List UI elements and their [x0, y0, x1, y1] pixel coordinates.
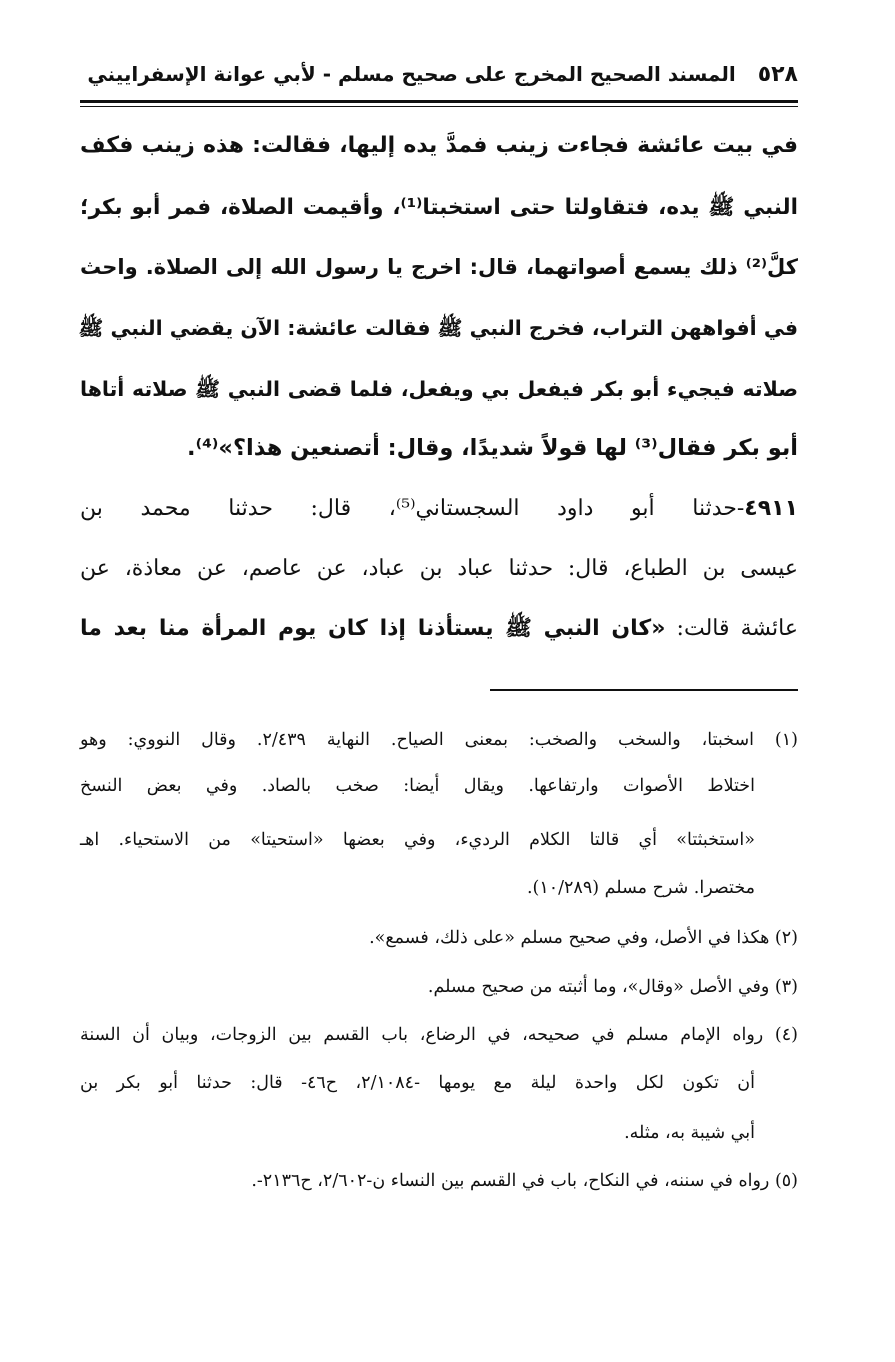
hadith-number: ٤٩١١: [744, 496, 799, 521]
hadith-quote: «كان النبي ﷺ يستأذنا إذا كان يوم المرأة منا بعد ما: [80, 616, 666, 641]
hadith-opening-line: [80, 485, 798, 533]
page-number: ٥٢٨: [757, 62, 798, 87]
body-line: أبو بكر فقال⁽³⁾ لها قولاً شديدًا، وقال: أتصنعين هذا؟»⁽⁴⁾.: [187, 435, 798, 461]
body-line: في بيت عائشة فجاءت زينب فمدَّ يده إليها، فقالت: هذه زينب فكف: [80, 133, 798, 158]
body-line: النبي ﷺ يده، فتقاولتا حتى استخبتا⁽¹⁾، وأقيمت الصلاة، فمر أبو بكر؛: [80, 195, 798, 220]
footnote-line: أبي شيبة به، مثله.: [624, 1123, 755, 1143]
footnote-line: (٣) وفي الأصل «وقال»، وما أثبته من صحيح مسلم.: [427, 977, 798, 997]
hadith-narrator: عائشة قالت:: [665, 616, 798, 641]
footnote-line: (٥) رواه في سننه، في النكاح، باب في القسم بين النساء ن-٢/٦٠٢، ح٢١٣٦-.: [251, 1171, 798, 1191]
footnote-line: «استخبثتا» أي قالتا الكلام الرديء، وفي بعضها «استحيتا» من الاستحياء. اهـ: [80, 830, 755, 850]
footnote-line: (٢) هكذا في الأصل، وفي صحيح مسلم «على ذلك، فسمع».: [369, 928, 798, 948]
hadith-isnad-2: عيسى بن الطباع، قال: حدثنا عباد بن عباد، عن عاصم، عن معاذة، عن: [80, 556, 798, 581]
header-rule-thin: [80, 106, 798, 107]
hadith-line-3: [80, 605, 798, 653]
footnote-line: اختلاط الأصوات وارتفاعها. ويقال أيضا: صخب بالصاد. وفي بعض النسخ: [80, 776, 755, 796]
footnote-line: مختصرا. شرح مسلم (١٠/٢٨٩).: [526, 878, 755, 898]
body-line: صلاته فيجيء أبو بكر فيفعل بي ويفعل، فلما قضى النبي ﷺ صلاته أتاها: [80, 377, 798, 401]
body-line: في أفواههن التراب، فخرج النبي ﷺ فقالت عائشة: الآن يقضي النبي ﷺ: [78, 316, 798, 340]
body-line: كلَّ⁽²⁾ ذلك يسمع أصواتهما، قال: اخرج يا رسول الله إلى الصلاة. واحث: [80, 255, 798, 279]
hadith-isnad-1: -حدثنا أبو داود السجستاني⁽⁵⁾، قال: حدثنا محمد بن: [80, 496, 745, 521]
running-title: المسند الصحيح المخرج على صحيح مسلم - لأبي عوانة الإسفراييني: [87, 62, 736, 86]
footnote-line: (١) اسخبتا، والسخب والصخب: بمعنى الصياح. النهاية ٢/٤٣٩. وقال النووي: وهو: [80, 730, 798, 750]
running-header: [80, 62, 798, 100]
footnote-line: أن تكون لكل واحدة ليلة مع يومها -٢/١٠٨٤، ح٤٦- قال: حدثنا أبو بكر بن: [80, 1073, 755, 1093]
footnote-separator: [490, 689, 798, 691]
header-rule-thick: [80, 100, 798, 103]
footnote-line: (٤) رواه الإمام مسلم في صحيحه، في الرضاع، باب القسم بين الزوجات، وبيان أن السنة: [80, 1025, 798, 1045]
